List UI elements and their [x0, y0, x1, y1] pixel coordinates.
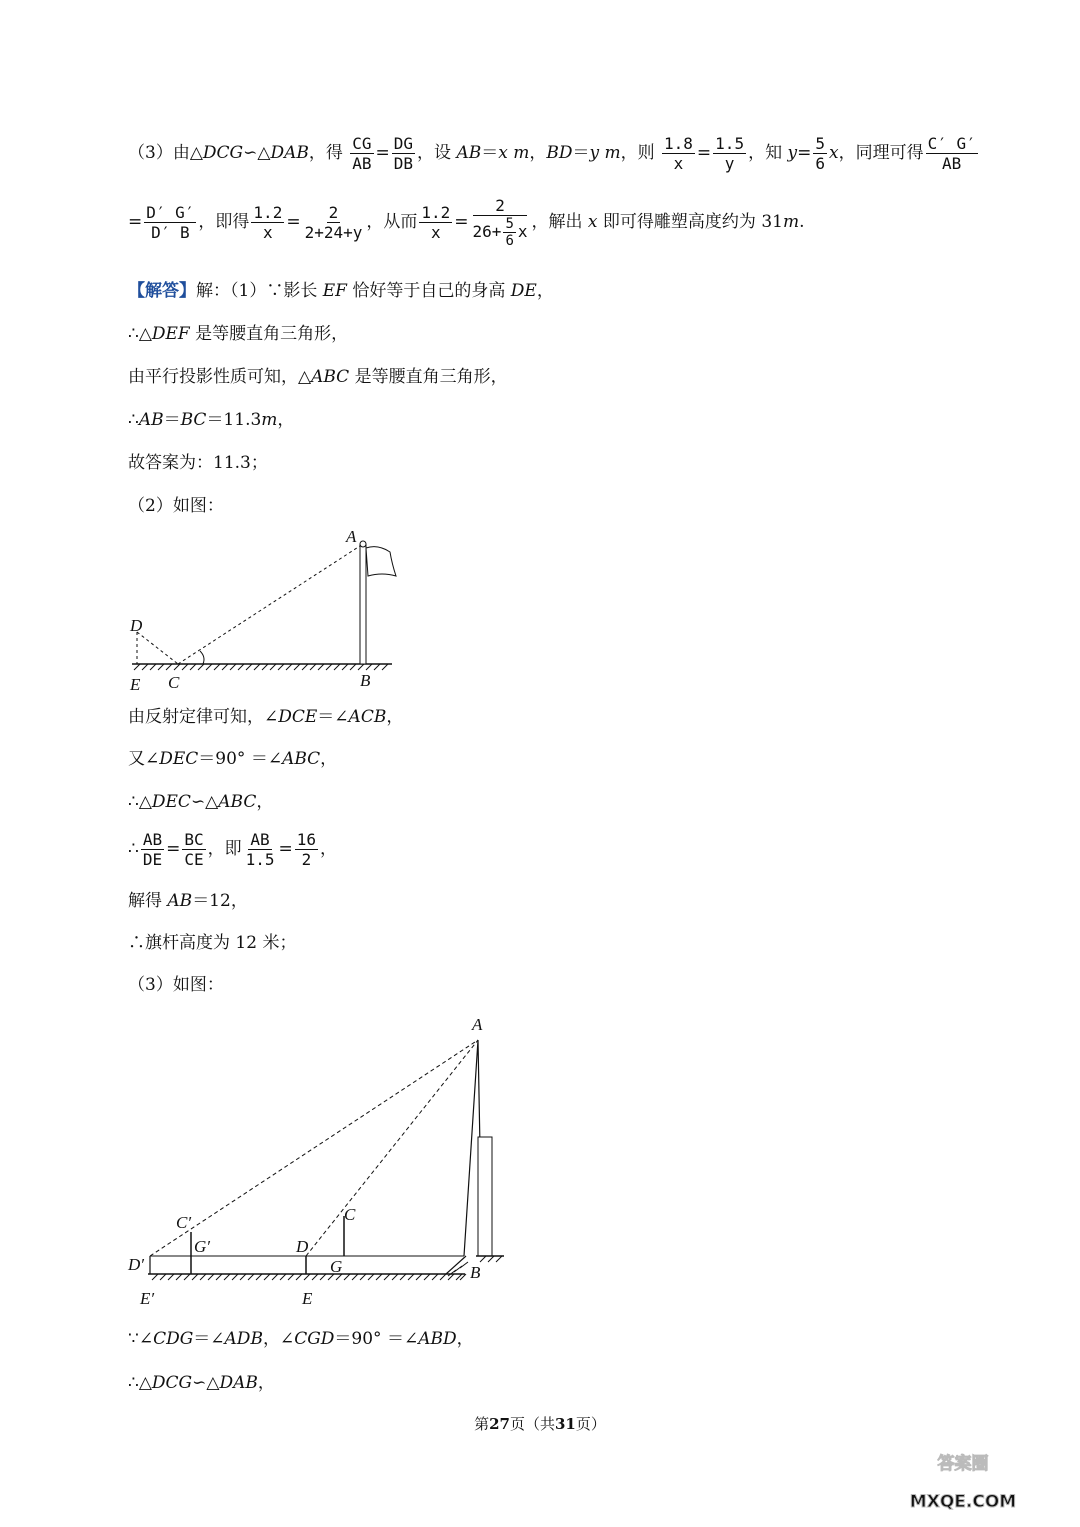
text: 解得 [128, 891, 168, 911]
answer-line-6 [128, 494, 224, 518]
text: ， [277, 410, 295, 430]
text: ，解出 [531, 212, 588, 232]
text: ，从而 [366, 212, 418, 232]
fraction [813, 134, 827, 173]
numerator: 2 [328, 203, 339, 222]
answer-line-11 [128, 889, 248, 913]
fraction [392, 134, 415, 173]
fraction [350, 134, 373, 173]
numerator: 5 [815, 134, 825, 153]
label-C-prime: C′ [176, 1213, 192, 1232]
text: x [828, 143, 839, 163]
text: CGD [294, 1329, 335, 1349]
text: ＝∠ [193, 1329, 225, 1349]
text: ＝12， [192, 891, 248, 911]
text: = [286, 212, 301, 232]
text: 解：（1）∵影长 [196, 281, 323, 301]
text: ， [529, 143, 547, 163]
text: x [587, 212, 598, 232]
label-E: E [302, 1289, 313, 1308]
text: DAB [270, 143, 309, 163]
text: BC [180, 410, 207, 430]
text: ∽△ [192, 1373, 220, 1393]
label-A: A [472, 1015, 483, 1034]
denominator: 2 [301, 850, 312, 869]
text: ，即 [207, 839, 242, 859]
denominator: 2+24+y [304, 223, 363, 242]
text: m [261, 410, 278, 430]
fraction [244, 830, 277, 869]
label-D: D [130, 616, 143, 635]
text: ABC [282, 749, 321, 769]
text: ＝ [163, 410, 181, 430]
text: （3）如图： [128, 975, 224, 995]
text: ， [536, 281, 554, 301]
numerator: CG [352, 134, 372, 153]
text: 又∠ [128, 749, 160, 769]
text: ，知 [748, 143, 788, 163]
fraction [303, 203, 365, 242]
numerator: 1.5 [715, 134, 745, 153]
text: = [166, 839, 181, 859]
text: （3）由△ [128, 143, 203, 163]
text: = [696, 143, 712, 163]
text: = [128, 212, 143, 232]
denominator: AB [352, 154, 372, 173]
text: ，∠ [262, 1329, 295, 1349]
denominator: x [673, 154, 684, 173]
text: AB [138, 410, 164, 430]
text: = [797, 143, 812, 163]
text: ， [456, 1329, 474, 1349]
text: ＝11.3 [206, 410, 262, 430]
text: 26+ [472, 222, 502, 241]
solution-line-2 [128, 196, 805, 249]
fraction [295, 830, 318, 869]
answer-line-9 [128, 790, 273, 814]
text: ADB [224, 1329, 263, 1349]
label-A: A [346, 527, 357, 546]
denominator: CE [184, 850, 204, 869]
watermark-text: 答案圈 [937, 1454, 989, 1474]
denominator: x [431, 223, 441, 242]
text: ， [386, 707, 404, 727]
text: ∴ [128, 410, 139, 430]
answer-label: 【解答】 [128, 281, 196, 301]
text: ， [320, 839, 338, 859]
text: AB [167, 891, 193, 911]
text: 故答案为：11.3； [128, 453, 268, 473]
text: ，即得 [198, 212, 250, 232]
text: 页） [575, 1415, 606, 1433]
fraction [419, 203, 452, 242]
text: ∽△ [243, 143, 271, 163]
text: ＝90° ＝∠ [198, 749, 283, 769]
answer-line-2 [128, 322, 348, 346]
text: ∴△ [128, 1373, 152, 1393]
text: DEC [159, 749, 199, 769]
label-B: B [360, 671, 371, 690]
answer-line-15 [128, 1371, 275, 1395]
text: 即可得雕塑高度约为 31 [597, 212, 783, 232]
text: ＝ [481, 143, 499, 163]
text: CDG [153, 1329, 194, 1349]
numerator: 5 [505, 216, 514, 232]
text: DEF [151, 324, 190, 344]
fraction [471, 196, 530, 249]
text: ，则 [620, 143, 655, 163]
label-G-prime: G′ [194, 1237, 210, 1256]
numerator: 16 [296, 830, 317, 849]
text: ， [256, 792, 274, 812]
text: BD [546, 143, 573, 163]
denominator: DB [393, 154, 414, 173]
label-B: B [470, 1263, 481, 1282]
answer-line-12 [128, 931, 296, 955]
text: ， [320, 749, 338, 769]
numerator: AB [250, 830, 270, 849]
text: EF [322, 281, 347, 301]
text: y [787, 143, 798, 163]
numerator: AB [142, 830, 163, 849]
text: ∴旗杆高度为 12 米； [128, 933, 297, 953]
text: ABD [418, 1329, 457, 1349]
text: DCG [202, 143, 244, 163]
text: AB [456, 143, 482, 163]
answer-line-7 [128, 705, 403, 729]
answer-line-4 [128, 408, 294, 432]
page-number: 27 [489, 1415, 510, 1433]
numerator: 1.8 [664, 134, 693, 153]
text: = [375, 143, 390, 163]
text: 由平行投影性质可知，△ [128, 367, 312, 387]
fraction [503, 216, 515, 249]
label-D-prime: D′ [128, 1255, 144, 1274]
denominator: AB [942, 154, 962, 173]
text: DCE [278, 707, 318, 727]
watermark-url: MXQE.COM [909, 1492, 1017, 1512]
fraction [144, 203, 196, 242]
text: ABC [218, 792, 257, 812]
text: ，得 [308, 143, 343, 163]
text: 是等腰直角三角形， [189, 324, 349, 344]
watermark-logo [858, 1427, 1068, 1517]
denominator: 1.5 [245, 850, 275, 869]
label-C: C [168, 673, 180, 692]
numerator: 1.2 [421, 203, 451, 222]
fraction [251, 203, 284, 242]
text: = [454, 212, 469, 232]
text: ABC [311, 367, 350, 387]
fraction [141, 830, 164, 869]
text: 页（共 [509, 1415, 555, 1433]
page-total: 31 [555, 1415, 576, 1433]
text: ∽△ [190, 792, 219, 812]
answer-line-10 [128, 830, 337, 869]
numerator: 1.2 [253, 203, 283, 222]
text: ， [257, 1373, 275, 1393]
answer-line-3 [128, 365, 508, 389]
text: DAB [219, 1373, 258, 1393]
numerator: DG [393, 134, 414, 153]
label-E-prime: E′ [140, 1289, 155, 1308]
label-E: E [130, 675, 141, 694]
text: （2）如图： [128, 496, 224, 516]
denominator [471, 216, 530, 249]
answer-line-14 [128, 1327, 474, 1351]
answer-line-1 [128, 279, 554, 303]
text: 是等腰直角三角形， [349, 367, 508, 387]
answer-line-8 [128, 747, 337, 771]
text: 第 [474, 1415, 490, 1433]
text: ∵∠ [128, 1329, 154, 1349]
denominator: 6 [815, 154, 825, 173]
text: ，设 [417, 143, 457, 163]
text: DCG [151, 1373, 193, 1393]
text: DE [510, 281, 537, 301]
text: ∴△ [128, 792, 152, 812]
text: m [782, 212, 800, 232]
fraction [182, 830, 205, 869]
text: ∴△ [128, 324, 152, 344]
numerator: 2 [473, 196, 527, 216]
text: ＝ [572, 143, 590, 163]
text: 恰好等于自己的身高 [346, 281, 511, 301]
label-G: G [330, 1257, 343, 1276]
text: . [799, 212, 805, 232]
label-D: D [296, 1237, 309, 1256]
text: ACB [348, 707, 387, 727]
text: = [278, 839, 293, 859]
fraction [926, 134, 978, 173]
denominator: y [724, 154, 735, 173]
denominator: D′ B [151, 223, 190, 242]
fraction [662, 134, 695, 173]
answer-line-5 [128, 451, 268, 475]
solution-line-1 [128, 134, 980, 173]
denominator: DE [142, 850, 163, 869]
text: ＝∠ [317, 707, 349, 727]
label-C: C [344, 1205, 356, 1224]
numerator: BC [184, 830, 204, 849]
text: x m [498, 143, 530, 163]
figure-flagpole [120, 520, 410, 700]
figure-sculpture [120, 1010, 520, 1310]
text: ＝90° ＝∠ [334, 1329, 419, 1349]
answer-line-13 [128, 973, 224, 997]
numerator: C′ G′ [927, 134, 976, 153]
text: y m [589, 143, 621, 163]
text: 由反射定律可知，∠ [128, 707, 279, 727]
denominator: x [263, 223, 273, 242]
fraction [713, 134, 746, 173]
text: DEC [151, 792, 191, 812]
numerator: D′ G′ [146, 203, 195, 222]
denominator: 6 [505, 233, 514, 249]
text: ∴ [128, 839, 139, 859]
text: ，同理可得 [838, 143, 924, 163]
text: x [517, 222, 528, 241]
